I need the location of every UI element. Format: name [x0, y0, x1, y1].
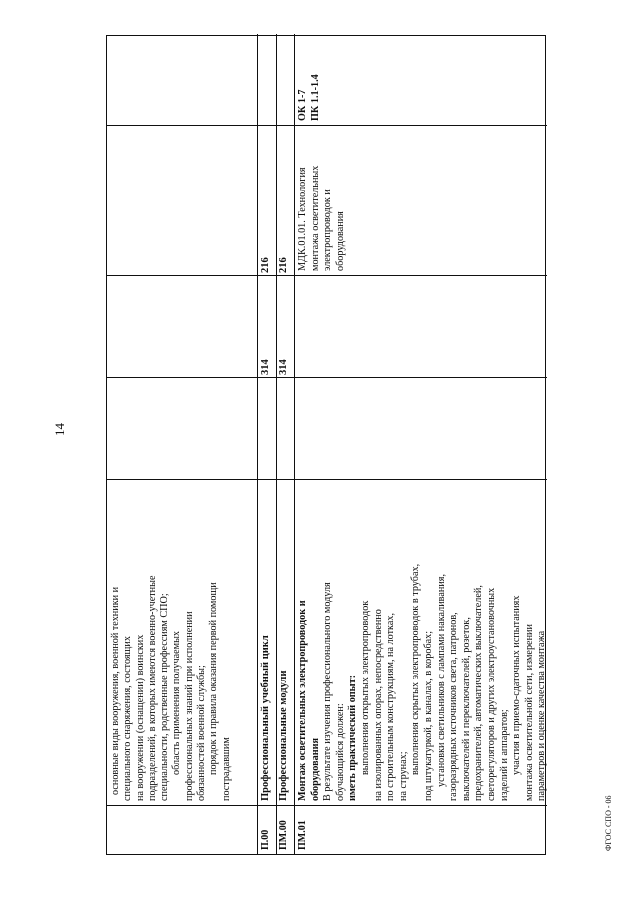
page-number: 14 [52, 423, 67, 436]
footer-code: ФГОС СПО - 06 [604, 795, 613, 851]
text-line: монтажа осветительной сети, измерении [523, 624, 535, 801]
text-line: изделий и аппаратов; [498, 709, 510, 801]
row-divider [257, 34, 258, 854]
row-3-mandatory-hours: 216 [278, 257, 289, 273]
text-line: порядок и правила оказания первой помощи [208, 582, 220, 775]
text-line: специального снаряжения, состоящих [122, 636, 134, 801]
text-line: профессиональных знаний при исполнении [183, 611, 195, 801]
text-line: параметров и оценке качества монтажа [536, 630, 548, 801]
text-line: основные виды вооружения, военной техники и [110, 586, 121, 795]
text-line: МДК.01.01. Технология [297, 167, 308, 271]
text-line: светорегуляторов и других электроустановочных [485, 587, 497, 801]
row-1-description [109, 482, 257, 804]
text-line: газоразрядных источников света, патронов, [448, 612, 460, 801]
row-4-discipline [296, 128, 376, 274]
row-2-mandatory-hours: 216 [260, 257, 271, 273]
row-2-max-hours: 314 [260, 359, 271, 375]
text-line: на струнах; [397, 751, 409, 801]
row-3-description: Профессиональные модули [278, 670, 289, 801]
curriculum-table [106, 35, 546, 855]
row-4-competencies [296, 36, 336, 124]
text-line: специальности, родственные профессиям СПО; [159, 593, 171, 801]
text-line: монтажа осветительных [309, 165, 321, 271]
text-line: обучающийся должен: [334, 703, 346, 801]
column-divider [107, 275, 547, 276]
text-line: по строительным конструкциям, на лотках, [385, 612, 397, 801]
section-heading: иметь практический опыт: [347, 674, 359, 801]
text-line: электропроводок и [322, 189, 334, 271]
row-divider [294, 34, 295, 854]
text-line: установки светильников с лампами накаливания, [435, 573, 447, 787]
text-line: подразделений, в которых имеются военно-учетные [146, 575, 158, 801]
module-title-line: Монтаж осветительных электропроводок и [297, 600, 308, 801]
text-line: обязанностей военной службы; [196, 665, 208, 801]
text-line: оборудования [334, 211, 346, 271]
row-4-code: ПМ.01 [297, 820, 308, 850]
text-line: под штукатуркой, в каналах, в коробах; [422, 630, 434, 801]
text-line: выполнения открытых электропроводок [359, 600, 371, 775]
competency-ok: ОК 1-7 [297, 89, 308, 121]
column-divider [107, 805, 547, 806]
text-line: выполнения скрытых электропроводок в трубах, [410, 563, 422, 775]
text-line: участия в приемо-сдаточных испытаниях [511, 595, 523, 775]
text-line: В результате изучения профессионального модуля [322, 582, 334, 801]
column-divider [107, 377, 547, 378]
column-divider [107, 479, 547, 480]
row-3-code: ПМ.00 [278, 820, 289, 850]
text-line: на вооружении (оснащении) воинских [134, 634, 146, 801]
column-divider [107, 125, 547, 126]
text-line: на изолированных опорах, непосредственно [372, 609, 384, 801]
text-line: предохранителей, автоматических выключателей, [473, 585, 485, 801]
row-4-description [296, 482, 546, 804]
module-title-line: оборудования [309, 738, 321, 801]
row-3-max-hours: 314 [278, 359, 289, 375]
text-line: выключателей и переключателей, розеток, [460, 617, 472, 801]
text-line: область применения получаемых [171, 630, 183, 775]
text-line: пострадавшим [220, 737, 232, 801]
row-2-code: П.00 [260, 829, 271, 850]
row-2-description: Профессиональный учебный цикл [260, 635, 271, 801]
competency-pk: ПК 1.1-1.4 [309, 74, 321, 121]
